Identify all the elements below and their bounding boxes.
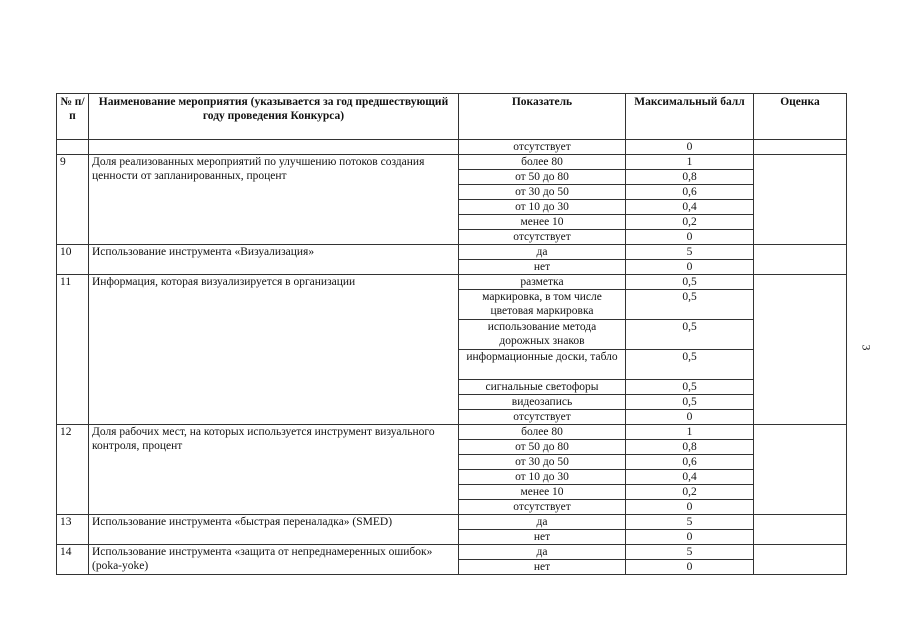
event-name: Доля реализованных мероприятий по улучшению потоков создания ценности от запланированных, процент <box>89 155 459 245</box>
max-score-cell: 0,2 <box>626 485 754 500</box>
max-score-cell: 0,8 <box>626 170 754 185</box>
max-score-cell: 0,2 <box>626 215 754 230</box>
indicator-cell: сигнальные светофоры <box>459 380 626 395</box>
header-num: № п/п <box>57 94 89 140</box>
indicator-cell: да <box>459 245 626 260</box>
evaluation-cell[interactable] <box>754 245 847 275</box>
header-indicator: Показатель <box>459 94 626 140</box>
indicator-cell: маркировка, в том числе цветовая маркировка <box>459 290 626 320</box>
indicator-cell: от 50 до 80 <box>459 440 626 455</box>
indicator-cell: да <box>459 545 626 560</box>
criteria-table <box>56 93 847 575</box>
row-number <box>57 140 89 155</box>
indicator-cell: от 30 до 50 <box>459 185 626 200</box>
evaluation-cell[interactable] <box>754 140 847 155</box>
indicator-cell: информационные доски, табло <box>459 350 626 380</box>
evaluation-cell[interactable] <box>754 515 847 545</box>
table-body <box>57 140 847 575</box>
row-number: 13 <box>57 515 89 545</box>
evaluation-cell[interactable] <box>754 275 847 425</box>
event-name: Использование инструмента «защита от непреднамеренных ошибок» (poka-yoke) <box>89 545 459 575</box>
table-row <box>57 425 847 440</box>
max-score-cell: 0 <box>626 530 754 545</box>
indicator-cell: нет <box>459 530 626 545</box>
indicator-cell: нет <box>459 560 626 575</box>
event-name: Доля рабочих мест, на которых используется инструмент визуального контроля, процент <box>89 425 459 515</box>
max-score-cell: 5 <box>626 245 754 260</box>
max-score-cell: 0,6 <box>626 455 754 470</box>
max-score-cell: 0 <box>626 500 754 515</box>
table-row <box>57 275 847 290</box>
max-score-cell: 0 <box>626 140 754 155</box>
max-score-cell: 1 <box>626 155 754 170</box>
max-score-cell: 0 <box>626 260 754 275</box>
max-score-cell: 0,5 <box>626 275 754 290</box>
max-score-cell: 0,5 <box>626 320 754 350</box>
row-number: 9 <box>57 155 89 245</box>
max-score-cell: 0,6 <box>626 185 754 200</box>
indicator-cell: отсутствует <box>459 230 626 245</box>
indicator-cell: от 30 до 50 <box>459 455 626 470</box>
event-name <box>89 140 459 155</box>
indicator-cell: отсутствует <box>459 410 626 425</box>
max-score-cell: 5 <box>626 545 754 560</box>
max-score-cell: 0 <box>626 230 754 245</box>
header-name: Наименование мероприятия (указывается за год предшествующий году проведения Конкурса) <box>89 94 459 140</box>
indicator-cell: нет <box>459 260 626 275</box>
indicator-cell: более 80 <box>459 425 626 440</box>
max-score-cell: 0,4 <box>626 470 754 485</box>
indicator-cell: разметка <box>459 275 626 290</box>
event-name: Информация, которая визуализируется в организации <box>89 275 459 425</box>
max-score-cell: 0,5 <box>626 290 754 320</box>
indicator-cell: использование метода дорожных знаков <box>459 320 626 350</box>
table-row <box>57 515 847 530</box>
row-number: 10 <box>57 245 89 275</box>
evaluation-cell[interactable] <box>754 425 847 515</box>
max-score-cell: 0 <box>626 560 754 575</box>
row-number: 14 <box>57 545 89 575</box>
indicator-cell: отсутствует <box>459 140 626 155</box>
indicator-cell: отсутствует <box>459 500 626 515</box>
table-row <box>57 545 847 560</box>
indicator-cell: да <box>459 515 626 530</box>
table-row <box>57 245 847 260</box>
indicator-cell: менее 10 <box>459 485 626 500</box>
event-name: Использование инструмента «Визуализация» <box>89 245 459 275</box>
max-score-cell: 1 <box>626 425 754 440</box>
indicator-cell: видеозапись <box>459 395 626 410</box>
header-max-score: Максимальный балл <box>626 94 754 140</box>
row-number: 12 <box>57 425 89 515</box>
table-row <box>57 155 847 170</box>
max-score-cell: 5 <box>626 515 754 530</box>
max-score-cell: 0,4 <box>626 200 754 215</box>
max-score-cell: 0,5 <box>626 350 754 380</box>
table-row <box>57 140 847 155</box>
table-header-row <box>57 94 847 140</box>
max-score-cell: 0 <box>626 410 754 425</box>
indicator-cell: от 10 до 30 <box>459 200 626 215</box>
page-number: 3 <box>859 344 874 351</box>
indicator-cell: от 50 до 80 <box>459 170 626 185</box>
max-score-cell: 0,5 <box>626 395 754 410</box>
indicator-cell: менее 10 <box>459 215 626 230</box>
evaluation-cell[interactable] <box>754 545 847 575</box>
max-score-cell: 0,5 <box>626 380 754 395</box>
max-score-cell: 0,8 <box>626 440 754 455</box>
header-evaluation: Оценка <box>754 94 847 140</box>
indicator-cell: от 10 до 30 <box>459 470 626 485</box>
evaluation-cell[interactable] <box>754 155 847 245</box>
row-number: 11 <box>57 275 89 425</box>
event-name: Использование инструмента «быстрая переналадка» (SMED) <box>89 515 459 545</box>
indicator-cell: более 80 <box>459 155 626 170</box>
